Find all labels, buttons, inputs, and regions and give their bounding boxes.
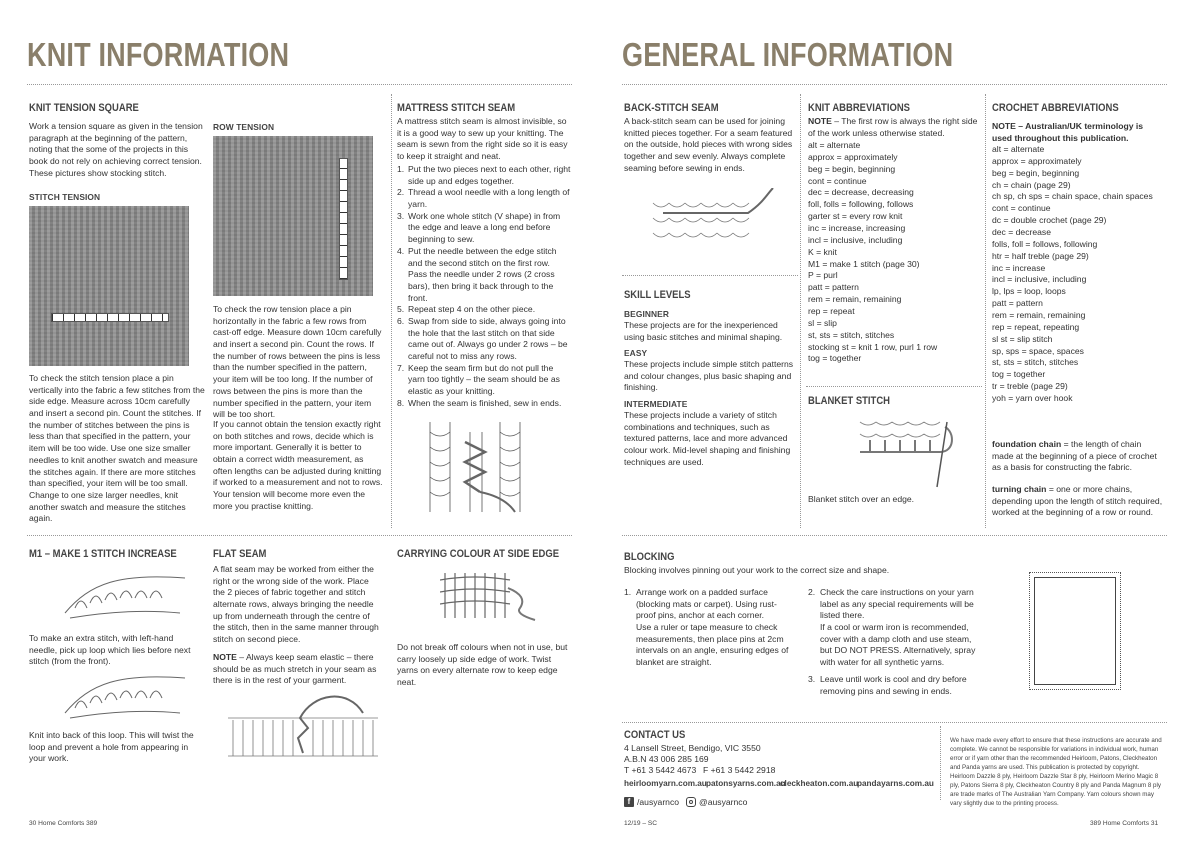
title-rule-right — [622, 84, 1167, 85]
rule-contact — [622, 722, 1167, 723]
mattress-step: 7. Keep the seam firm but do not pull the yarn too tightly – the seam should be as elastic as your knitting. — [397, 362, 560, 397]
skill-heading: SKILL LEVELS — [624, 289, 691, 301]
abbr-item: patt = pattern — [808, 282, 859, 293]
blocking-step-3: 3. Leave until work is cool and dry before removing pins and sewing in ends. — [808, 674, 967, 696]
crochet-abbr-list — [992, 144, 1164, 405]
flat-seam-note: NOTE – Always keep seam elastic – there should be as much stretch in your seam as there is in the rest of your garment. — [213, 652, 377, 686]
blocking-step-2: 2. Check the care instructions on your yarn label as any special requirements will be listed there. If a cool or warm iron is recommended, cover with a damp cloth and use steam, but DO NOT PRESS. Alternatively, spray with water for all synthetic yarns. — [808, 587, 976, 668]
abbr-item: tog = together — [808, 353, 862, 364]
abbr-item: inc = increase, increasing — [808, 223, 906, 234]
abbr-item: st, sts = stitch, stitches — [808, 329, 895, 340]
mattress-intro: A mattress stitch seam is almost invisible, so it is a good way to sew up your knitting. The seam is sewn from the right side so it is easy to keep it straight and neat. — [397, 116, 568, 162]
facebook-icon[interactable]: f — [624, 797, 634, 807]
m1-heading: M1 – MAKE 1 STITCH INCREASE — [29, 548, 177, 560]
mattress-step: 2. Thread a wool needle with a long length of yarn. — [397, 187, 570, 210]
foundation-chain-def: foundation chain = the length of chain made at the beginning of a piece of crochet as a basis for constructing the fabric. — [992, 439, 1157, 473]
carrying-text: Do not break off colours when not in use, but carry loosely up side edge of work. Twist yarns on every alternate row to keep edge neat. — [397, 642, 568, 688]
m1-text-1: To make an extra stitch, with left-hand needle, pick up loop which lies before next stitch (from the front). — [29, 633, 191, 667]
skill-beginner-text: These projects are for the inexperienced using basic stitches and minimal shaping. — [624, 320, 783, 342]
abbr-item: folls, foll = follows, following — [992, 238, 1098, 249]
row-tension-text-2: If you cannot obtain the tension exactly right on both stitches and rows, decide which is more important. Generally it is better to obtain a correct width measurement, as often lengths can be adjusted during knitting if worked to a measurement and not to rows. Your tension will become more even the more you practise knitting. — [213, 419, 383, 511]
contact-phone: T +61 3 5442 4673 — [624, 765, 697, 775]
column-divider — [800, 94, 801, 528]
m1-text-2: Knit into back of this loop. This will twist the loop and prevent a hole from appearing in your work. — [29, 730, 194, 764]
abbr-item: sl st = slip stitch — [992, 333, 1053, 344]
crochet-abbr-note: NOTE – Australian/UK terminology is used throughout this publication. — [992, 121, 1144, 143]
flat-seam-text: A flat seam may be worked from either the right or the wrong side of the work. Place the 2 pieces of fabric together and stitch alternate rows, always bringing the needle up from underneath through the centre of the stitch, then in the same manner through stitch on second piece. — [213, 564, 379, 645]
blocking-heading: BLOCKING — [624, 551, 675, 563]
section-rule-left — [27, 535, 572, 536]
link-patons[interactable]: patonsyarns.com.au — [706, 779, 786, 788]
print-code: 12/19 – SC — [624, 820, 657, 827]
skill-beginner-label: BEGINNER — [624, 309, 670, 319]
abbr-item: K = knit — [808, 246, 837, 257]
abbr-item: inc = increase — [992, 262, 1046, 273]
mattress-step: 1. Put the two pieces next to each other, right side up and edges together. — [397, 164, 571, 186]
abbr-item: ch sp, ch sps = chain space, chain spaces — [992, 191, 1153, 202]
abbr-item: rem = remain, remaining — [808, 294, 902, 305]
stitch-tension-image — [29, 206, 189, 366]
backstitch-text: A back-stitch seam can be used for joining knitted pieces together. For a seam featured on the outside, hold pieces with wrong sides together and sew evenly. Always complete seaming before sewing in ends. — [624, 116, 793, 173]
title-rule-left — [27, 84, 572, 85]
link-panda[interactable]: pandayarns.com.au — [857, 779, 934, 788]
turning-chain-def-text: turning chain = one or more chains, depending upon the length of stitch required, worked at the beginning of a row or round. — [992, 484, 1163, 518]
abbr-item: alt = alternate — [992, 144, 1045, 154]
abbr-item: P = purl — [808, 270, 838, 281]
m1-illustration-1 — [60, 568, 190, 623]
right-page-title: GENERAL INFORMATION — [622, 36, 954, 73]
mattress-stitch-illustration — [420, 412, 530, 517]
abbr-item: incl = inclusive, including — [808, 234, 903, 245]
skill-easy-text: These projects include simple stitch patterns and colour changes, plus basic shaping and finishing. — [624, 359, 794, 393]
crochet-abbr-heading: CROCHET ABBREVIATIONS — [992, 102, 1119, 114]
row-tension-label: ROW TENSION — [213, 122, 275, 132]
abbr-item: cont = continue — [808, 175, 867, 186]
mattress-step: 5. Repeat step 4 on the other piece. — [397, 304, 536, 315]
abbr-item: beg = begin, beginning — [992, 167, 1080, 178]
column-divider — [985, 94, 986, 528]
column-divider — [391, 94, 392, 528]
mattress-step: 4. Put the needle between the edge stitch and the second stitch on the first row. Pass the needle under 2 rows (2 cross bars), then bring it back through to the front. — [397, 245, 557, 303]
abbr-item: sl = slip — [808, 317, 837, 328]
stitch-tension-label: STITCH TENSION — [29, 192, 101, 202]
abbr-item: yoh = yarn over hook — [992, 393, 1073, 404]
skill-intermediate-text: These projects include a variety of stitch combinations and techniques, such as textured patterns, lace and more advanced colour work. Mid-level shaping and finishing techniques are used. — [624, 410, 791, 467]
abbr-item: htr = half treble (page 29) — [992, 250, 1089, 261]
abbr-item: M1 = make 1 stitch (page 30) — [808, 258, 920, 269]
abbr-item: dec = decrease — [992, 227, 1052, 238]
abbr-item: rem = remain, remaining — [992, 310, 1086, 321]
section-rule-right — [622, 535, 1167, 536]
rule-backstitch — [622, 275, 798, 276]
abbr-item: st, sts = stitch, stitches — [992, 357, 1079, 368]
abbr-item: beg = begin, beginning — [808, 163, 896, 174]
facebook-handle[interactable]: /ausyarnco — [637, 797, 680, 807]
carrying-heading: CARRYING COLOUR AT SIDE EDGE — [397, 548, 560, 560]
abbr-item: approx = approximately — [808, 151, 898, 162]
stitch-tension-text: To check the stitch tension place a pin vertically into the fabric a few stitches from the side edge. Measure across 10cm carefully and insert a second pin. Count the stitches. If the number of stitches between the pins is less than that specified in the pattern, your item will be too wide. Use one size smaller needles to knit another swatch and measure the stitches again. If there are more stitches than specified, your item will be too small. Change to one size larger needles, knit another swatch and measure the stitches again. — [29, 373, 205, 524]
abbr-item: cont = continue — [992, 203, 1051, 214]
link-heirloom[interactable]: heirloomyarn.com.au — [624, 779, 707, 788]
abbr-item: tr = treble (page 29) — [992, 381, 1068, 392]
instagram-handle[interactable]: @ausyarnco — [699, 797, 748, 807]
knit-abbr-note: NOTE – The first row is always the right side of the work unless otherwise stated. — [808, 116, 978, 138]
backstitch-illustration — [648, 188, 778, 253]
abbr-item: approx = approximately — [992, 155, 1082, 166]
abbr-item: garter st = every row knit — [808, 211, 903, 222]
knit-abbr-list — [808, 140, 980, 365]
mattress-heading: MATTRESS STITCH SEAM — [397, 102, 516, 114]
mattress-step: 8. When the seam is finished, sew in ends. — [397, 397, 562, 408]
flat-seam-illustration — [228, 688, 378, 758]
abbr-item: rep = repeat, repeating — [992, 321, 1080, 332]
disclaimer: We have made every effort to ensure that these instructions are accurate and complete. We cannot be responsible for variations in individual work, human error or if yarn other than the recommended Heirloom, Patons, Cleckheaton and Panda yarns are used. This publication is protected by copyright. Heirloom Dazzle 8 ply, Heirloom Dazzle Star 8 ply, Heirloom Merino Magic 8 ply, Patons Sierra 8 ply, Cleckheaton Country 8 ply and Panda Magnum 8 ply are trade marks of The Australian Yarn Company. Yarn colours shown may vary slightly due to the printing process. — [950, 737, 1162, 807]
abbr-item: ch = chain (page 29) — [992, 179, 1071, 190]
skill-intermediate-label: INTERMEDIATE — [624, 399, 688, 409]
abbr-item: patt = pattern — [992, 298, 1043, 309]
rule-knit-abbr — [806, 386, 982, 387]
ruler-vertical — [339, 158, 348, 280]
blanket-stitch-illustration — [855, 412, 965, 492]
abbr-item: foll, folls = following, follows — [808, 199, 914, 210]
tension-intro: Work a tension square as given in the tension paragraph at the beginning of the pattern, noting that the some of the projects in this book do not rely on achieving correct tension. These pictures show stocking stitch. — [29, 121, 203, 178]
contact-heading: CONTACT US — [624, 729, 686, 741]
abbr-item: alt = alternate — [808, 140, 861, 150]
contact-address: 4 Lansell Street, Bendigo, VIC 3550 — [624, 743, 761, 753]
left-page-title: KNIT INFORMATION — [27, 36, 290, 73]
blocking-intro: Blocking involves pinning out your work to the correct size and shape. — [624, 565, 890, 575]
blanket-heading: BLANKET STITCH — [808, 395, 890, 407]
skill-easy-label: EASY — [624, 348, 648, 358]
row-tension-text: To check the row tension place a pin horizontally in the fabric a few rows from cast-off edge. Measure down 10cm carefully and insert a second pin. Count the rows. If the number of rows between the pins is less than the number specified in the pattern, your item will be too long. If the number of rows between the pins is more than the number specified in the pattern, your item will be too short. — [213, 304, 382, 420]
abbr-item: stocking st = knit 1 row, purl 1 row — [808, 341, 938, 352]
link-cleckheaton[interactable]: cleckheaton.com.au — [780, 779, 859, 788]
instagram-icon[interactable] — [686, 797, 696, 807]
abbr-item: sp, sps = space, spaces — [992, 345, 1084, 356]
blocking-illustration — [1029, 572, 1121, 690]
abbr-item: tog = together — [992, 369, 1046, 380]
abbr-item: dec = decrease, decreasing — [808, 187, 914, 198]
abbr-item: dc = double crochet (page 29) — [992, 215, 1107, 226]
backstitch-heading: BACK-STITCH SEAM — [624, 102, 719, 114]
carrying-illustration — [440, 568, 540, 623]
column-divider — [940, 726, 941, 800]
tension-heading: KNIT TENSION SQUARE — [29, 102, 139, 114]
abbr-item: incl = inclusive, including — [992, 274, 1087, 285]
mattress-steps — [397, 164, 571, 409]
blocking-step-1: 1. Arrange work on a padded surface (blocking mats or carpet). Using rust-proof pins, anchor at each corner. Use a ruler or tape measure to check measurements, then place pins at 2cm intervals on an angle, ensuring edges of blanket are straight. — [624, 587, 789, 668]
contact-abn: A.B.N 43 006 285 169 — [624, 754, 709, 764]
abbr-item: lp, lps = loop, loops — [992, 286, 1066, 297]
row-tension-image — [213, 136, 373, 296]
abbr-item: rep = repeat — [808, 306, 855, 317]
m1-illustration-2 — [60, 668, 190, 723]
mattress-step: 6. Swap from side to side, always going into the hole that the last stitch on that side came out of. Always go under 2 rows – be careful not to miss any rows. — [397, 315, 568, 361]
blanket-caption: Blanket stitch over an edge. — [808, 494, 915, 504]
flat-seam-heading: FLAT SEAM — [213, 548, 267, 560]
knit-abbr-heading: KNIT ABBREVIATIONS — [808, 102, 910, 114]
contact-fax: F +61 3 5442 2918 — [703, 765, 776, 775]
mattress-step: 3. Work one whole stitch (V shape) in from the edge and leave a long end before beginning to sew. — [397, 210, 561, 245]
ruler-horizontal — [51, 313, 169, 322]
footer-left: 30 Home Comforts 389 — [29, 820, 98, 827]
footer-right: 389 Home Comforts 31 — [1090, 820, 1159, 827]
